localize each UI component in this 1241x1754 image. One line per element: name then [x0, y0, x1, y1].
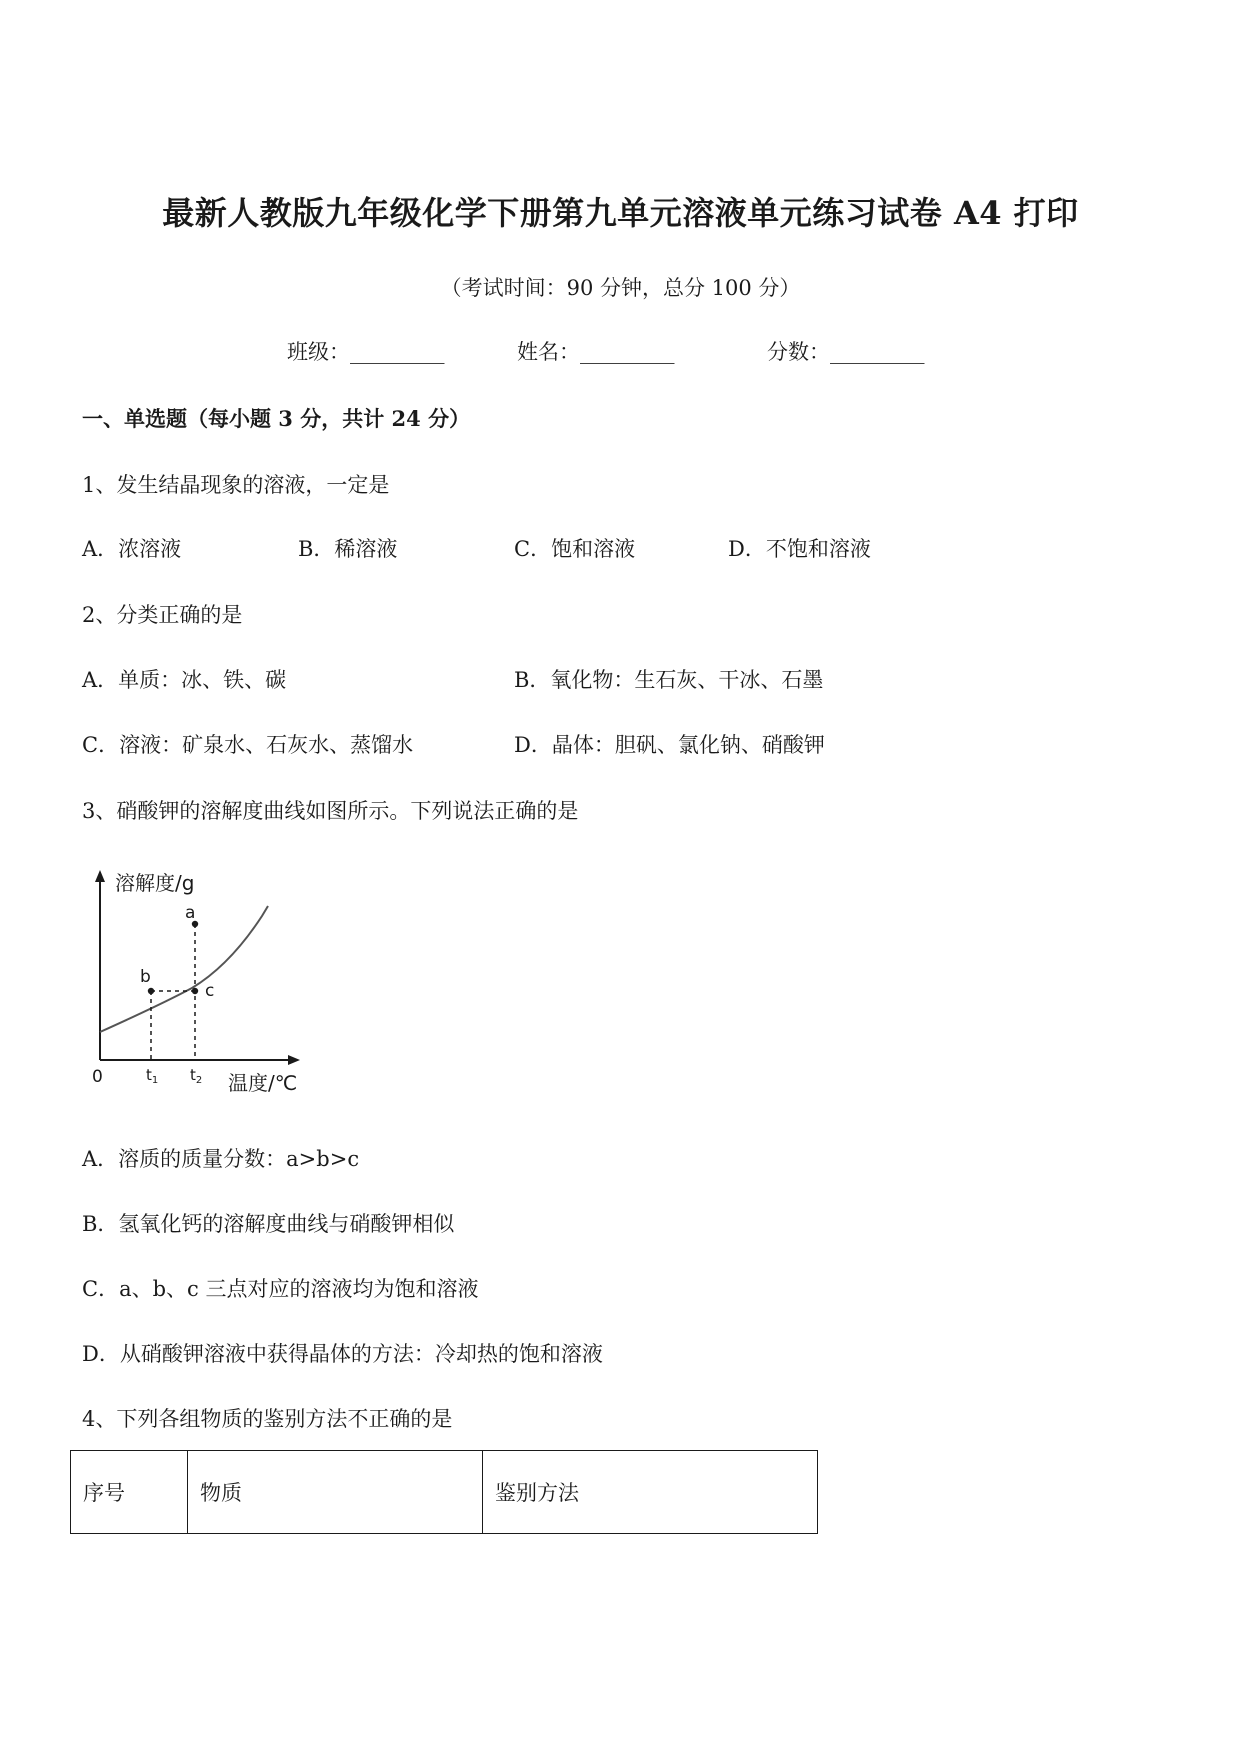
question-1-option-d: D．不饱和溶液	[728, 537, 871, 561]
origin-label: 0	[92, 1067, 103, 1087]
header-substance: 物质	[188, 1451, 483, 1534]
point-a-label: a	[185, 903, 196, 923]
question-3-option-d: D．从硝酸钾溶液中获得晶体的方法：冷却热的饱和溶液	[82, 1342, 603, 1366]
name-field: 姓名：_________	[517, 340, 675, 364]
class-field: 班级：_________	[287, 340, 445, 364]
question-3-stem: 3、硝酸钾的溶解度曲线如图所示。下列说法正确的是	[82, 799, 579, 823]
identification-table	[70, 1450, 818, 1534]
question-2-option-b: B．氧化物：生石灰、干冰、石墨	[514, 668, 824, 692]
score-field: 分数：_________	[767, 340, 925, 364]
question-1-option-b: B．稀溶液	[298, 537, 398, 561]
section-heading: 一、单选题（每小题 3 分，共计 24 分）	[82, 406, 471, 431]
y-axis-label: 溶解度/g	[115, 871, 195, 895]
question-2-option-a: A．单质：冰、铁、碳	[82, 668, 287, 692]
header-method: 鉴别方法	[483, 1451, 818, 1534]
question-3-option-c: C．a、b、c 三点对应的溶液均为饱和溶液	[82, 1277, 479, 1301]
header-index: 序号	[71, 1451, 188, 1534]
y-axis-arrow	[95, 870, 105, 882]
point-b	[148, 988, 154, 994]
point-b-label: b	[140, 967, 151, 987]
question-1-stem: 1、发生结晶现象的溶液，一定是	[82, 473, 390, 497]
t1-label: $t_1$	[146, 1066, 159, 1086]
question-1-option-c: C．饱和溶液	[514, 537, 636, 561]
question-3-option-b: B．氢氧化钙的溶解度曲线与硝酸钾相似	[82, 1212, 455, 1236]
question-2-option-c: C．溶液：矿泉水、石灰水、蒸馏水	[82, 733, 414, 757]
exam-info: （考试时间：90 分钟，总分 100 分）	[440, 276, 801, 300]
table-header-row	[71, 1451, 818, 1534]
question-2-stem: 2、分类正确的是	[82, 603, 243, 627]
x-axis-arrow	[288, 1055, 300, 1065]
question-4-stem: 4、下列各组物质的鉴别方法不正确的是	[82, 1407, 453, 1431]
question-3-option-a: A．溶质的质量分数：a>b>c	[82, 1147, 360, 1171]
page-title: 最新人教版九年级化学下册第九单元溶液单元练习试卷 A4 打印	[162, 194, 1079, 232]
t2-label: $t_2$	[190, 1066, 203, 1086]
solubility-curve-figure	[80, 860, 320, 1100]
point-c-label: c	[205, 981, 215, 1001]
solubility-curve	[100, 906, 268, 1032]
question-1-option-a: A．浓溶液	[82, 537, 182, 561]
x-axis-label: 温度/℃	[228, 1071, 298, 1095]
point-c	[192, 988, 198, 994]
question-2-option-d: D．晶体：胆矾、氯化钠、硝酸钾	[514, 733, 825, 757]
